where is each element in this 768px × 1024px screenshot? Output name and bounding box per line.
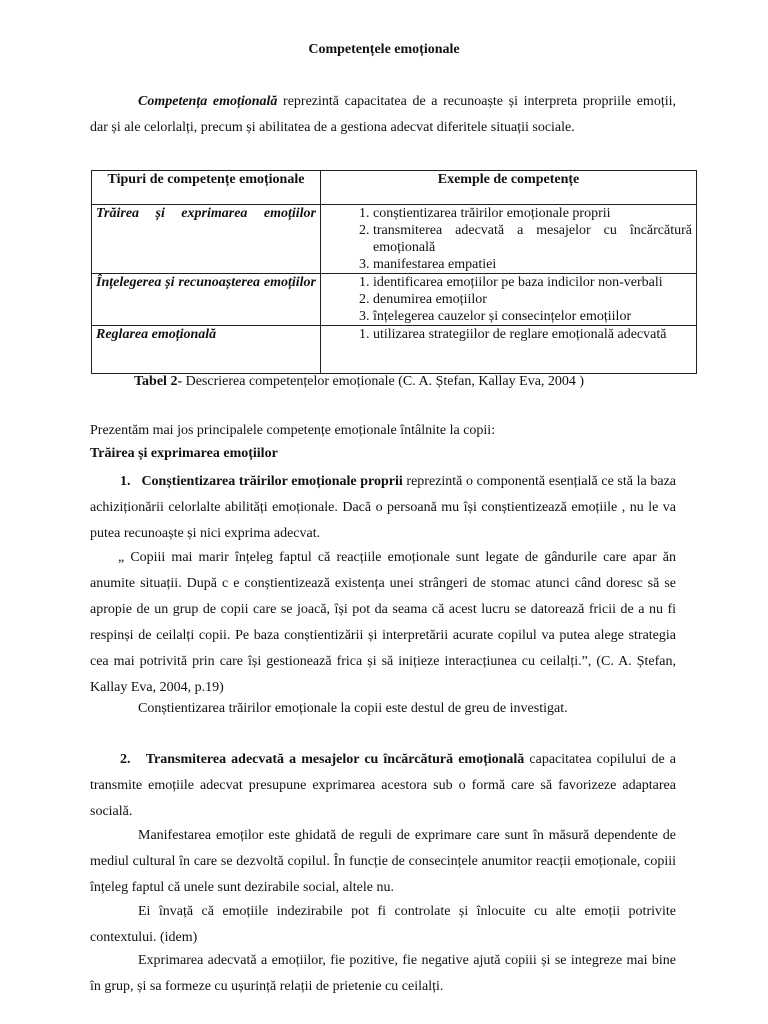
- section-heading: Trăirea și exprimarea emoțiilor: [90, 446, 278, 461]
- table-row: [92, 274, 697, 326]
- caption-text: Descrierea competențelor emoționale (C. A. Ștefan, Kallay Eva, 2004 ): [182, 374, 585, 389]
- quote-paragraph: „ Copiii mai marir înțeleg faptul că reacțiile emoționale sunt legate de gândurile care apar ăn anumite situații. După c e conștientizează existența unei strângeri de stomac atunci când doresc să se apropie de un grup de copii care se joacă, își pot da seama că acest lucru se datorează fricii de a nu fi respinși de ceilalți copii. Pe baza conștientizării și interpretării acurate copilul va putea alege strategia cea mai potrivită prin care își gestionează frica și să inițieze interacțiunea cu ceilalți.”, (C. A. Ștefan, Kallay Eva, 2004, p.19): [90, 550, 676, 695]
- list-item: 1. identificarea emoțiilor pe baza indicilor non-verbali: [373, 274, 692, 291]
- table-header-examples: Exemple de competențe: [321, 171, 697, 205]
- item-1-paragraph: [90, 469, 676, 547]
- item-2-paragraph: [90, 747, 676, 825]
- item-1-text: reprezintă o componentă esențială ce stă la baza achiziționării celorlalte abilități emoționale. Dacă o persoană mu își conștientizează emoțiile , nu le va putea recunoaște și nici exprima adecvat.: [90, 474, 677, 541]
- list-item: 1. conștientizarea trăirilor emoționale proprii: [373, 205, 692, 222]
- competence-type: Trăirea și exprimarea emoțiilor: [92, 205, 321, 274]
- learn-paragraph: Ei învață că emoțiile indezirabile pot fi controlate și înlocuite cu alte emoții potrivite contextului. (idem): [90, 904, 676, 945]
- intro-term: Competența emoțională: [138, 94, 278, 109]
- list-item: 3. manifestarea empatiei: [373, 256, 692, 273]
- intro-text: reprezintă capacitatea de a recunoaște și interpreta propriile emoții, dar și ale celorlalți, precum și abilitatea de a gestiona adecvat diferitele situații sociale.: [90, 94, 676, 135]
- item-2-number: 2.: [120, 752, 131, 767]
- competence-examples: [321, 205, 697, 274]
- caption-label: Tabel 2-: [134, 374, 183, 389]
- list-item: 2. transmiterea adecvată a mesajelor cu încărcătură emoțională: [373, 222, 692, 256]
- item-1-heading: Conștientizarea trăirilor emoționale proprii: [141, 474, 403, 489]
- competence-examples: [321, 274, 697, 326]
- intro-paragraph: [90, 89, 676, 141]
- manifest-paragraph: Manifestarea emoților este ghidată de reguli de exprimare care sunt în măsură dependente de mediul cultural în care se dezvoltă copilul. În funcție de consecințele anumitor reacții emoționale, copiii înțeleg faptul că unele sunt dezirabile social, altele nu.: [90, 828, 676, 895]
- competence-examples: [321, 326, 697, 374]
- competence-type: Reglarea emoțională: [92, 326, 321, 374]
- note-paragraph: Conștientizarea trăirilor emoționale la copii este destul de greu de investigat.: [138, 701, 568, 716]
- item-2-text: capacitatea copilului de a transmite emoțiile adecvat presupune exprimarea acestora sub o formă care să favorizeze adaptarea socială.: [90, 752, 676, 819]
- table-header-types: Tipuri de competențe emoționale: [92, 171, 321, 205]
- list-item: 1. utilizarea strategiilor de reglare emoțională adecvată: [373, 326, 692, 343]
- table-row: [92, 205, 697, 274]
- competence-table: [91, 170, 697, 374]
- table-header-row: [92, 171, 697, 205]
- express-paragraph: Exprimarea adecvată a emoțiilor, fie pozitive, fie negative ajută copiii și se integreze mai bine în grup, și sa formeze cu ușurință relații de prietenie cu ceilalți.: [90, 953, 676, 994]
- list-item: 3. înțelegerea cauzelor și consecințelor emoțiilor: [373, 308, 692, 325]
- list-item: 2. denumirea emoțiilor: [373, 291, 692, 308]
- item-1-number: 1.: [120, 474, 131, 489]
- competence-type: Înțelegerea și recunoașterea emoțiilor: [92, 274, 321, 326]
- table-row: [92, 326, 697, 374]
- page-title: Competențele emoționale: [308, 42, 460, 57]
- table-caption: [134, 374, 584, 390]
- lead-in-text: Prezentăm mai jos principalele competențe emoționale întâlnite la copii:: [90, 423, 496, 438]
- item-2-heading: Transmiterea adecvată a mesajelor cu încărcătură emoțională: [145, 752, 525, 767]
